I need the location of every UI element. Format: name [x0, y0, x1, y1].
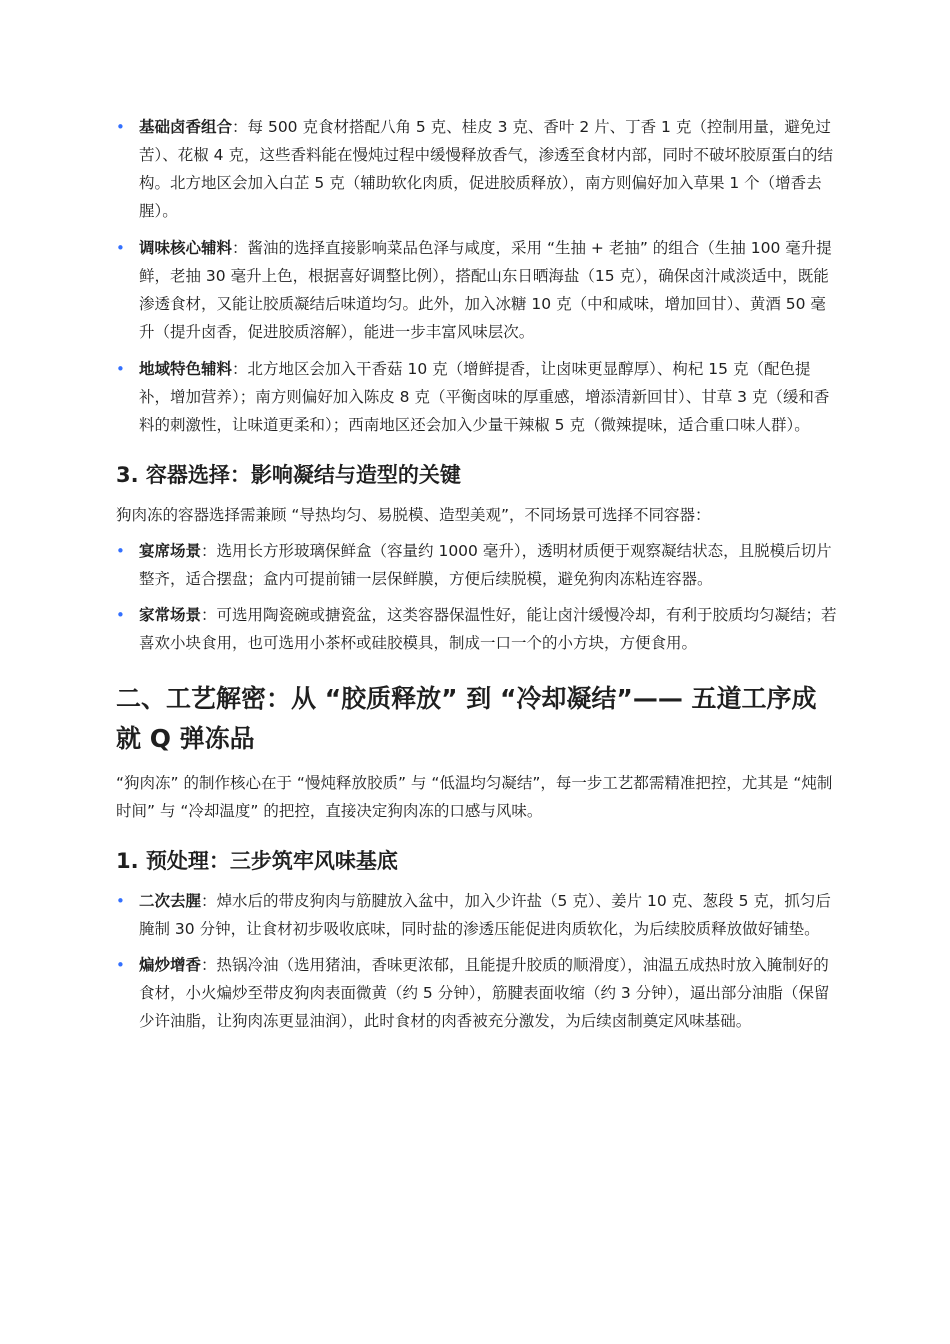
- spice-ingredient-list: [116, 113, 838, 439]
- item-term: 宴席场景: [139, 542, 202, 560]
- container-intro-paragraph: 狗肉冻的容器选择需兼顾 “导热均匀、易脱模、造型美观”，不同场景可选择不同容器：: [116, 506, 711, 524]
- bullet-icon: •: [116, 239, 125, 257]
- list-item: [116, 537, 838, 593]
- bullet-icon: •: [116, 606, 125, 624]
- preprocess-heading: 1. 预处理：三步筑牢风味基底: [116, 849, 398, 873]
- list-item: [116, 601, 838, 657]
- item-separator: ：: [232, 360, 248, 378]
- item-separator: ：: [201, 542, 217, 560]
- section-heading: 二、工艺解密：从 “胶质释放” 到 “冷却凝结”—— 五道工序成就 Q 弹冻品: [116, 684, 817, 753]
- item-separator: ：: [232, 239, 248, 257]
- list-item: [116, 234, 838, 346]
- item-text: 选用长方形玻璃保鲜盒（容量约 1000 毫升），透明材质便于观察凝结状态，且脱模后切片整齐，适合摆盘；盒内可提前铺一层保鲜膜，方便后续脱模，避免狗肉冻粘连容器。: [139, 542, 832, 588]
- item-text: 热锅冷油（选用猪油，香味更浓郁，且能提升胶质的顺滑度），油温五成热时放入腌制好的食材，小火煸炒至带皮狗肉表面微黄（约 5 分钟），筋腱表面收缩（约 3 分钟），逼出部分油脂（保留少许油脂，让狗肉冻更显油润），此时食材的肉香被充分激发，为后续卤制奠定风味基础。: [139, 956, 830, 1030]
- list-item: [116, 113, 838, 225]
- list-item: [116, 887, 838, 943]
- preprocess-list: [116, 887, 838, 1035]
- item-term: 基础卤香组合: [139, 118, 233, 136]
- item-term: 二次去腥: [139, 892, 202, 910]
- container-list: [116, 537, 838, 657]
- bullet-icon: •: [116, 956, 125, 974]
- bullet-icon: •: [116, 892, 125, 910]
- item-text: 焯水后的带皮狗肉与筋腱放入盆中，加入少许盐（5 克）、姜片 10 克、葱段 5 克，抓匀后腌制 30 分钟，让食材初步吸收底味，同时盐的渗透压能促进肉质软化，为后续胶质释放做好铺垫。: [139, 892, 831, 938]
- list-item: [116, 951, 838, 1035]
- item-separator: ：: [201, 956, 217, 974]
- item-separator: ：: [201, 892, 217, 910]
- section-intro-paragraph: “狗肉冻” 的制作核心在于 “慢炖释放胶质” 与 “低温均匀凝结”，每一步工艺都需精准把控，尤其是 “炖制时间” 与 “冷却温度” 的把控，直接决定狗肉冻的口感与风味。: [116, 774, 833, 820]
- bullet-icon: •: [116, 542, 125, 560]
- item-text: 可选用陶瓷碗或搪瓷盆，这类容器保温性好，能让卤汁缓慢冷却，有利于胶质均匀凝结；若喜欢小块食用，也可选用小茶杯或硅胶模具，制成一口一个的小方块，方便食用。: [139, 606, 837, 652]
- item-text: 酱油的选择直接影响菜品色泽与咸度，采用 “生抽 + 老抽” 的组合（生抽 100 毫升提鲜，老抽 30 毫升上色，根据喜好调整比例），搭配山东日晒海盐（15 克），确保卤汁咸淡适中，既能渗透食材，又能让胶质凝结后味道均匀。此外，加入冰糖 10 克（中和咸味，增加回甘）、黄酒 50 毫升（提升卤香，促进胶质溶解），能进一步丰富风味层次。: [139, 239, 832, 341]
- item-text: 每 500 克食材搭配八角 5 克、桂皮 3 克、香叶 2 片、丁香 1 克（控制用量，避免过苦）、花椒 4 克，这些香料能在慢炖过程中缓慢释放香气，渗透至食材内部，同时不破坏胶原蛋白的结构。北方地区会加入白芷 5 克（辅助软化肉质，促进胶质释放），南方则偏好加入草果 1 个（增香去腥）。: [139, 118, 833, 220]
- item-term: 调味核心辅料: [139, 239, 233, 257]
- item-term: 煸炒增香: [139, 956, 202, 974]
- list-item: [116, 355, 838, 439]
- bullet-icon: •: [116, 360, 125, 378]
- container-heading: 3. 容器选择：影响凝结与造型的关键: [116, 463, 461, 487]
- item-term: 家常场景: [139, 606, 202, 624]
- item-separator: ：: [201, 606, 217, 624]
- bullet-icon: •: [116, 118, 125, 136]
- item-separator: ：: [232, 118, 248, 136]
- item-term: 地域特色辅料: [139, 360, 233, 378]
- item-text: 北方地区会加入干香菇 10 克（增鲜提香，让卤味更显醇厚）、枸杞 15 克（配色提补，增加营养）；南方则偏好加入陈皮 8 克（平衡卤味的厚重感，增添清新回甘）、甘草 3 克（缓和香料的刺激性，让味道更柔和）；西南地区还会加入少量干辣椒 5 克（微辣提味，适合重口味人群）。: [139, 360, 830, 434]
